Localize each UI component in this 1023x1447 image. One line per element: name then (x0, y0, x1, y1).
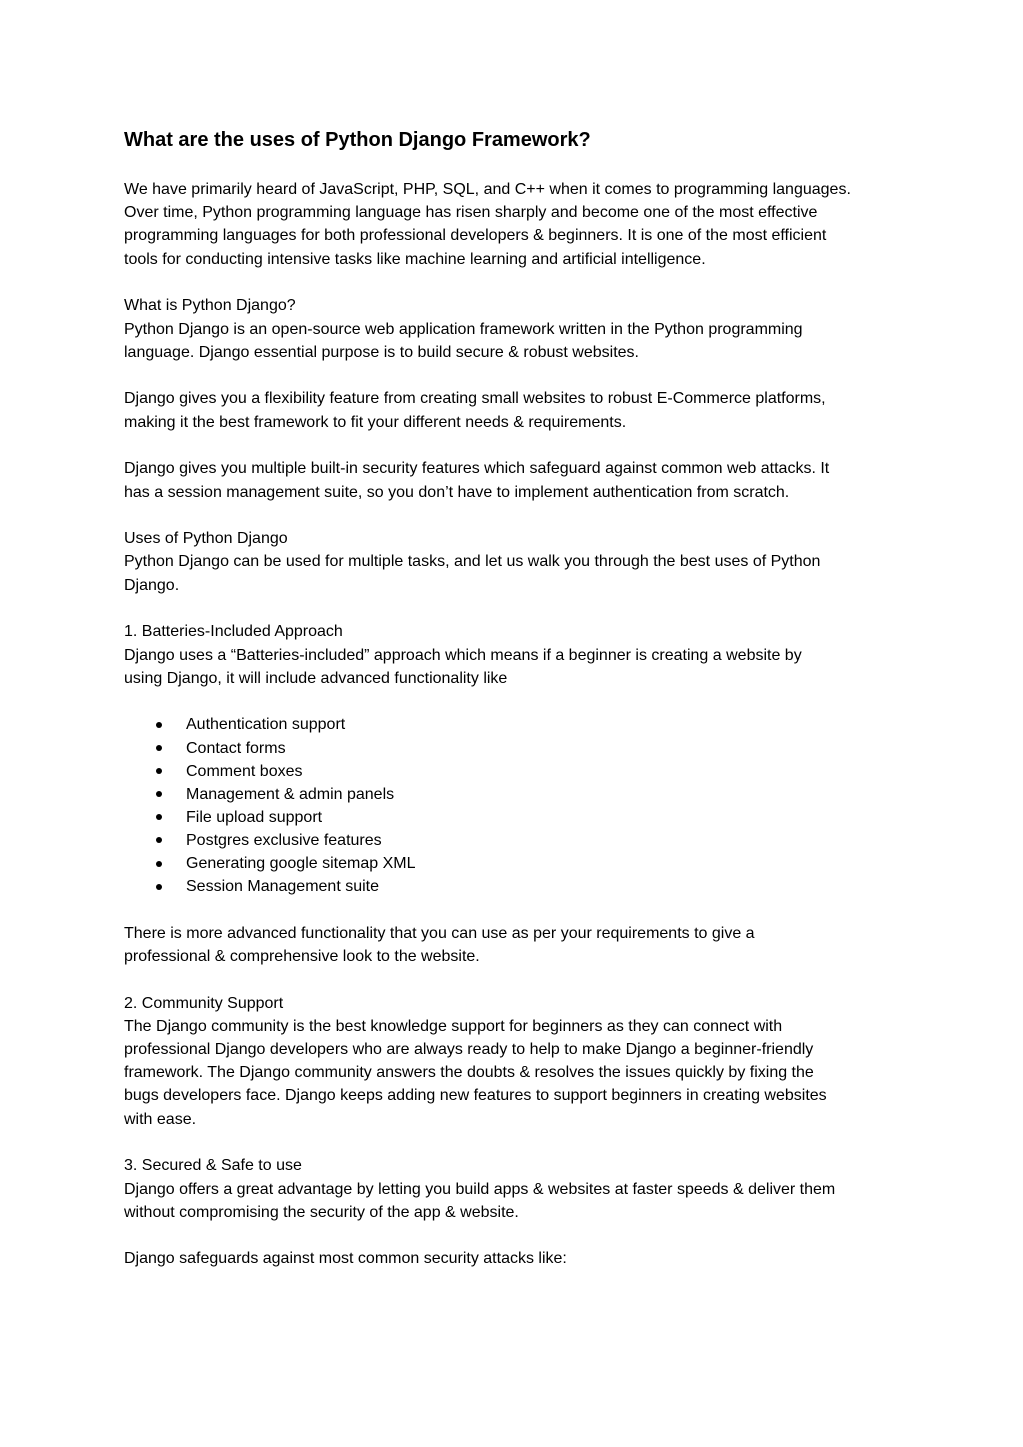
list-item-label: Generating google sitemap XML (186, 855, 416, 873)
text-line: professional & comprehensive look to the website. (124, 947, 480, 965)
document-title: What are the uses of Python Django Framework? (124, 129, 591, 151)
text-line: without compromising the security of the app & website. (124, 1203, 519, 1221)
list-item-label: Contact forms (186, 739, 286, 757)
text-line: Over time, Python programming language has risen sharply and become one of the most effective (124, 204, 818, 222)
bullet-icon (156, 814, 162, 820)
bullet-icon (156, 884, 162, 890)
text-line: There is more advanced functionality that you can use as per your requirements to give a (124, 924, 755, 942)
text-line: using Django, it will include advanced functionality like (124, 669, 508, 687)
list-item (124, 875, 904, 898)
text-line: bugs developers face. Django keeps adding new features to support beginners in creating websites (124, 1087, 827, 1105)
text-line: tools for conducting intensive tasks like machine learning and artificial intelligence. (124, 250, 706, 268)
safeguards-paragraph (124, 1247, 904, 1270)
list-item (124, 806, 904, 829)
list-item-label: Management & admin panels (186, 785, 395, 803)
list-item-label: Comment boxes (186, 762, 303, 780)
bullet-icon (156, 837, 162, 843)
what-is-section (124, 294, 904, 364)
list-item-label: Postgres exclusive features (186, 831, 382, 849)
batteries-section (124, 620, 904, 690)
text-line: The Django community is the best knowledge support for beginners as they can connect with (124, 1017, 783, 1035)
list-item (124, 760, 904, 783)
section-heading: 3. Secured & Safe to use (124, 1157, 302, 1175)
list-item-label: Session Management suite (186, 878, 379, 896)
document-page (124, 124, 904, 1294)
bullet-icon (156, 745, 162, 751)
flexibility-paragraph (124, 387, 904, 433)
list-item-label: Authentication support (186, 716, 346, 734)
list-item (124, 852, 904, 875)
text-line: Django uses a “Batteries-included” approach which means if a beginner is creating a website by (124, 646, 802, 664)
text-line: Django gives you a flexibility feature from creating small websites to robust E-Commerce platforms, (124, 390, 826, 408)
advanced-paragraph (124, 922, 904, 968)
text-line: Django gives you multiple built-in security features which safeguard against common web attacks. It (124, 460, 830, 478)
text-line: framework. The Django community answers the doubts & resolves the issues quickly by fixing the (124, 1064, 814, 1082)
section-heading: What is Python Django? (124, 297, 296, 315)
list-item (124, 783, 904, 806)
list-item (124, 737, 904, 760)
section-heading: 2. Community Support (124, 994, 284, 1012)
text-line: Django. (124, 576, 180, 594)
text-line: professional Django developers who are always ready to help to make Django a beginner-friendly (124, 1041, 814, 1059)
text-line: Python Django can be used for multiple tasks, and let us walk you through the best uses of Python (124, 553, 821, 571)
text-line: programming languages for both professional developers & beginners. It is one of the most efficient (124, 227, 827, 245)
section-heading: Uses of Python Django (124, 530, 288, 548)
bullet-icon (156, 861, 162, 867)
community-section (124, 992, 904, 1131)
bullet-icon (156, 768, 162, 774)
intro-paragraph (124, 178, 904, 271)
text-line: Django safeguards against most common security attacks like: (124, 1250, 567, 1268)
bullet-icon (156, 722, 162, 728)
text-line: We have primarily heard of JavaScript, PHP, SQL, and C++ when it comes to programming languages. (124, 181, 851, 198)
text-line: making it the best framework to fit your different needs & requirements. (124, 413, 627, 431)
security-paragraph (124, 457, 904, 503)
features-list (124, 713, 904, 898)
text-line: Django offers a great advantage by letting you build apps & websites at faster speeds & deliver them (124, 1180, 836, 1198)
list-item-label: File upload support (186, 808, 323, 826)
list-item (124, 713, 904, 736)
secured-section (124, 1154, 904, 1224)
text-line: has a session management suite, so you don’t have to implement authentication from scratch. (124, 483, 790, 501)
bullet-icon (156, 791, 162, 797)
text-line: with ease. (124, 1110, 197, 1128)
list-item (124, 829, 904, 852)
text-line: Python Django is an open-source web application framework written in the Python programming (124, 320, 803, 338)
text-line: language. Django essential purpose is to build secure & robust websites. (124, 343, 639, 361)
section-heading: 1. Batteries-Included Approach (124, 623, 343, 641)
uses-section (124, 527, 904, 597)
